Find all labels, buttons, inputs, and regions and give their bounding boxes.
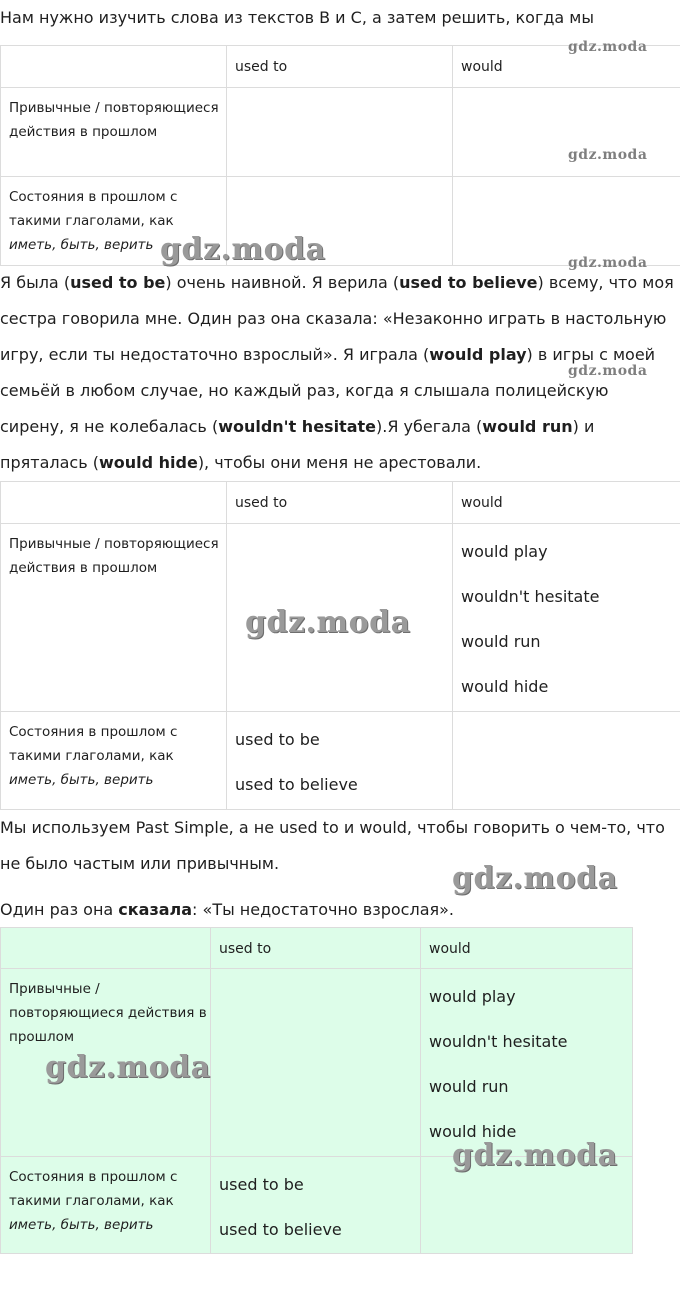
would-item: would hide xyxy=(461,677,549,696)
row-label-states: Состояния в прошлом с такими глаголами, как иметь, быть, верить xyxy=(1,712,227,810)
watermark: gdz.moda xyxy=(568,39,648,55)
used-to-item: used to be xyxy=(219,1175,304,1194)
used-to-item: used to believe xyxy=(219,1220,342,1239)
cell-states-would xyxy=(453,712,680,810)
row-label-habitual: Привычные / повторяющиеся действия в прошлом xyxy=(1,969,211,1157)
watermark: gdz.moda xyxy=(245,605,411,640)
cell-states-used-to xyxy=(211,1157,421,1254)
header-used-to: used to xyxy=(211,928,421,969)
past-simple-note: Мы используем Past Simple, а не used to и would, чтобы говорить о чем-то, что не было частым или привычным. xyxy=(0,818,665,873)
watermark: gdz.moda xyxy=(568,363,648,379)
header-would: would xyxy=(453,482,680,524)
row-label-states: Состояния в прошлом с такими глаголами, как иметь, быть, верить xyxy=(1,177,227,266)
intro-text: Нам нужно изучить слова из текстов B и C, а затем решить, когда мы xyxy=(0,8,594,27)
cell-habitual-would xyxy=(453,88,680,177)
cell-habitual-used-to xyxy=(211,969,421,1157)
would-item: would run xyxy=(461,632,541,651)
header-would: would xyxy=(421,928,633,969)
watermark: gdz.moda xyxy=(160,232,326,267)
answer-table xyxy=(0,927,633,1254)
header-would: would xyxy=(453,46,680,88)
watermark: gdz.moda xyxy=(568,147,648,163)
header-blank xyxy=(1,46,227,88)
cell-habitual-used-to xyxy=(227,88,453,177)
would-item: wouldn't hesitate xyxy=(461,587,600,606)
would-item: would run xyxy=(429,1077,509,1096)
watermark: gdz.moda xyxy=(45,1050,211,1085)
header-blank xyxy=(1,482,227,524)
cell-habitual-would xyxy=(453,524,680,712)
cell-states-would xyxy=(453,177,680,266)
filled-table xyxy=(0,481,680,810)
row-label-habitual: Привычные / повторяющиеся действия в прошлом xyxy=(1,88,227,177)
row-label-habitual: Привычные / повторяющиеся действия в прошлом xyxy=(1,524,227,712)
cell-habitual-would xyxy=(421,969,633,1157)
story-text: Я была (used to be) очень наивной. Я верила (used to believe) всему, что моя сестра говорила мне. Один раз она сказала: «Незаконно играть в настольную игру, если ты недостаточно взрослый». Я играла (would play) в игры с моей семьёй в любом случае, но каждый раз, когда я слышала полицейскую сирену, я не колебалась (wouldn't hesitate).Я убегала (would run) и пряталась (would hide), чтобы они меня не арестовали. xyxy=(0,273,674,472)
would-item: would hide xyxy=(429,1122,517,1141)
would-item: would play xyxy=(461,542,548,561)
used-to-item: used to believe xyxy=(235,775,358,794)
cell-states-used-to xyxy=(227,712,453,810)
header-used-to: used to xyxy=(227,482,453,524)
would-item: wouldn't hesitate xyxy=(429,1032,568,1051)
row-label-states: Состояния в прошлом с такими глаголами, как иметь, быть, верить xyxy=(1,1157,211,1254)
example-sentence: Один раз она сказала: «Ты недостаточно взрослая». xyxy=(0,900,454,919)
used-to-item: used to be xyxy=(235,730,320,749)
header-used-to: used to xyxy=(227,46,453,88)
watermark: gdz.moda xyxy=(452,1138,618,1173)
would-item: would play xyxy=(429,987,516,1006)
watermark: gdz.moda xyxy=(452,861,618,896)
header-blank xyxy=(1,928,211,969)
watermark: gdz.moda xyxy=(568,255,648,271)
